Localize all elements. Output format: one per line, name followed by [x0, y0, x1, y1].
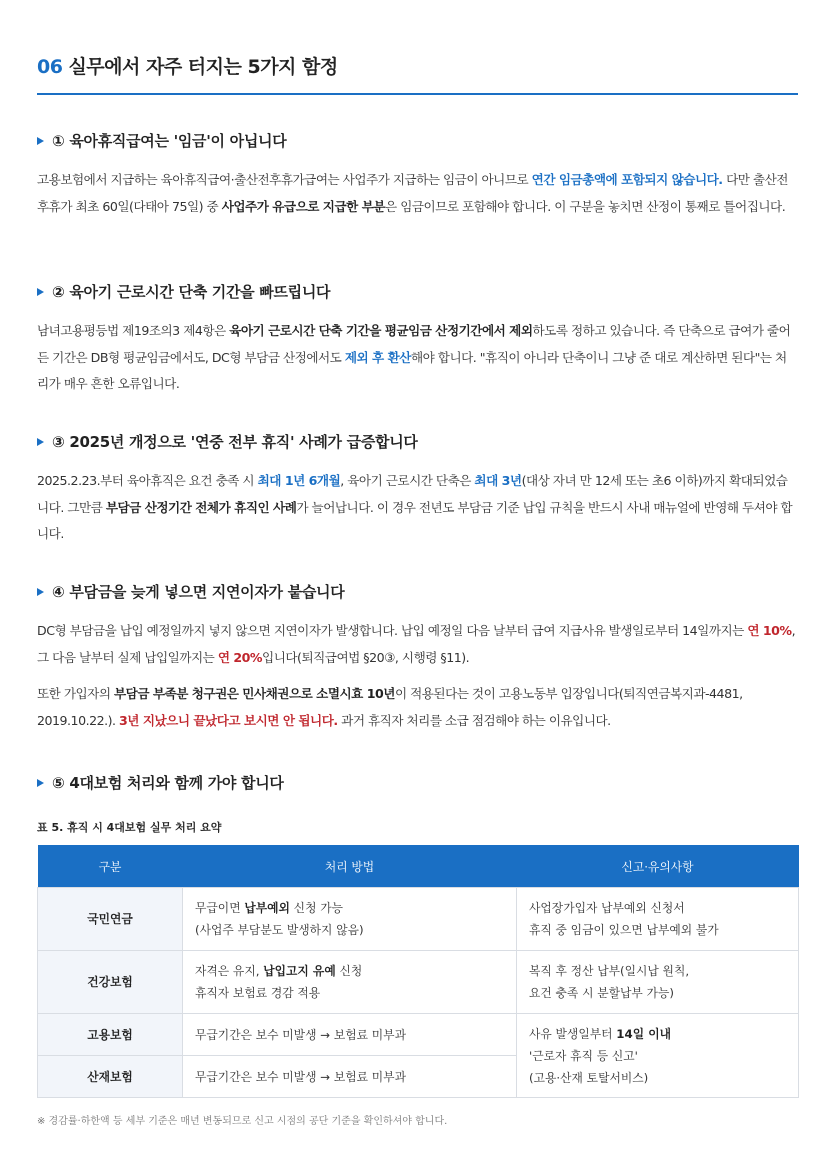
table-row	[38, 951, 799, 1014]
row-label: 건강보험	[38, 951, 183, 1014]
note-cell	[517, 888, 799, 951]
pitfall-2-title: ② 육아기 근로시간 단축 기간을 빠뜨립니다	[52, 283, 331, 301]
highlight-bold: 납부예외	[244, 901, 290, 915]
text-run: 무급이면	[195, 901, 245, 915]
triangle-bullet-icon	[37, 438, 44, 446]
text-run: 남녀고용평등법 제19조의3 제4항은	[37, 323, 230, 338]
text-run: 요건 충족 시 분할납부 가능)	[529, 986, 674, 1000]
triangle-bullet-icon	[37, 137, 44, 145]
text-run: 은 임금이므로 포함해야 합니다. 이 구분을 놓치면 산정이 통째로 틀어집니다.	[385, 198, 786, 214]
text-run: 다만 출산전후휴가 최초 60일(다태아 75일) 중	[37, 172, 788, 214]
section-number: 06	[37, 56, 63, 78]
highlight-red: 3년 지났으니 끝났다고 보시면 안 됩니다.	[119, 712, 338, 728]
pitfall-3-title: ③ 2025년 개정으로 '연중 전부 휴직' 사례가 급증합니다	[52, 433, 418, 451]
text-run: 사유 발생일부터	[529, 1026, 617, 1041]
highlight-bold: 부담금 부족분 청구권은 민사채권으로 소멸시효 10년	[114, 686, 395, 701]
row-label: 고용보험	[38, 1014, 183, 1056]
text-run: 과거 휴직자 처리를 소급 점검해야 하는 이유입니다.	[337, 712, 611, 728]
section-title	[37, 52, 338, 79]
text-run: DC형 부담금을 납입 예정일까지 넣지 않으면 지연이자가 발생합니다. 납입 예정일 다음 날부터 급여 지급사유 발생일로부터 14일까지는	[37, 623, 748, 638]
method-cell: 무급기간은 보수 미발생 → 보험료 미부과	[183, 1056, 517, 1098]
text-run: 해야 합니다. "휴직이 아니라 단축이니 그냥 준 대로 계산하면 된다"는 처리가 매우 흔한 오류입니다.	[37, 349, 787, 391]
text-run: 신청	[335, 964, 363, 978]
text-run: (대상 자녀 만 12세 또는 초6 이하)까지 확대되었습니다. 그만큼	[37, 473, 788, 515]
pitfall-2-heading	[37, 281, 798, 302]
table-caption: 표 5. 휴직 시 4대보험 실무 처리 요약	[37, 821, 222, 834]
highlight-blue: 연간 임금총액에 포함되지 않습니다.	[531, 172, 723, 187]
pitfall-5-heading	[37, 772, 798, 793]
highlight-bold: 납입고지 유예	[263, 964, 336, 978]
text-run: (사업주 부담분도 발생하지 않음)	[195, 923, 364, 937]
triangle-bullet-icon	[37, 288, 44, 296]
pitfall-1-heading	[37, 130, 798, 151]
column-header: 신고·유의사항	[517, 845, 799, 888]
pitfall-1	[37, 130, 798, 220]
pitfall-3	[37, 431, 798, 548]
pitfall-4	[37, 581, 798, 734]
pitfall-4-paragraph-1	[37, 618, 798, 671]
text-run: 고용보험에서 지급하는 육아휴직급여·출산전후휴가급여는 사업주가 지급하는 임금이 아니므로	[37, 172, 532, 187]
pitfall-3-paragraph	[37, 468, 798, 548]
table-row	[38, 1014, 799, 1056]
highlight-bold: 사업주가 유급으로 지급한 부분	[221, 198, 386, 214]
pitfall-2-paragraph	[37, 318, 798, 398]
insurance-summary-table	[37, 845, 799, 1098]
pitfall-4-title: ④ 부담금을 늦게 넣으면 지연이자가 붙습니다	[52, 583, 345, 601]
text-run: 하도록 정하고 있습니다. 즉 단축으로 급여가 줄어든 기간은 DB형 평균임금에서도, DC형 부담금 산정에서도	[37, 323, 791, 365]
text-run: 2025.2.23.부터 육아휴직은 요건 충족 시	[37, 473, 258, 488]
pitfall-1-title: ① 육아휴직급여는 '임금'이 아닙니다	[52, 132, 287, 150]
highlight-bold: 14일 이내	[616, 1026, 671, 1041]
row-label: 국민연금	[38, 888, 183, 951]
text-run: 자격은 유지,	[195, 964, 264, 978]
text-run: (고용·산재 토탈서비스)	[529, 1070, 649, 1085]
highlight-blue: 최대 1년 6개월	[257, 473, 341, 488]
highlight-blue: 제외 후 환산	[344, 349, 411, 365]
column-header: 구분	[38, 845, 183, 888]
text-run: 이 적용된다는 것이 고용노동부 입장입니다(퇴직연금복지과-4481, 2019.10.22.).	[37, 686, 743, 728]
table-row	[38, 888, 799, 951]
highlight-red: 연 20%	[217, 649, 263, 665]
text-run: 가 늘어납니다. 이 경우 전년도 부담금 기준 납입 규칙을 반드시 사내 매뉴얼에 반영해 두셔야 합니다.	[37, 499, 793, 541]
text-run: , 그 다음 날부터 실제 납입일까지는	[37, 623, 796, 665]
pitfall-3-heading	[37, 431, 798, 452]
pitfall-1-paragraph	[37, 167, 798, 220]
triangle-bullet-icon	[37, 779, 44, 787]
text-run: 휴직 중 임금이 있으면 납부예외 불가	[529, 923, 719, 937]
method-cell	[183, 888, 517, 951]
pitfall-2	[37, 281, 798, 398]
text-run: 휴직자 보험료 경감 적용	[195, 986, 321, 1000]
pitfall-5-title: ⑤ 4대보험 처리와 함께 가야 합니다	[52, 774, 284, 792]
text-run: 사업장가입자 납부예외 신청서	[529, 901, 685, 915]
shared-note-cell	[517, 1014, 799, 1098]
method-cell: 무급기간은 보수 미발생 → 보험료 미부과	[183, 1014, 517, 1056]
pitfall-5	[37, 772, 798, 793]
footnote: ※ 경감률·하한액 등 세부 기준은 매년 변동되므로 신고 시점의 공단 기준을 확인하셔야 합니다.	[37, 1116, 448, 1127]
highlight-bold: 부담금 산정기간 전체가 휴직인 사례	[105, 499, 297, 515]
note-cell	[517, 951, 799, 1014]
row-label: 산재보험	[38, 1056, 183, 1098]
title-divider	[37, 93, 798, 95]
highlight-blue: 최대 3년	[474, 473, 522, 488]
triangle-bullet-icon	[37, 588, 44, 596]
highlight-red: 연 10%	[747, 623, 792, 638]
method-cell	[183, 951, 517, 1014]
table-header-row	[38, 845, 799, 888]
text-run: 복직 후 정산 납부(일시납 원칙,	[529, 964, 690, 978]
pitfall-4-paragraph-2	[37, 681, 798, 734]
section-title-text: 실무에서 자주 터지는 5가지 함정	[68, 56, 338, 78]
text-run: 또한 가입자의	[37, 686, 114, 701]
text-run: '근로자 휴직 등 신고'	[529, 1048, 638, 1063]
text-run: 신청 가능	[289, 901, 344, 915]
column-header: 처리 방법	[183, 845, 517, 888]
pitfall-4-heading	[37, 581, 798, 602]
text-run: 입니다(퇴직급여법 §20③, 시행령 §11).	[262, 649, 470, 665]
text-run: , 육아기 근로시간 단축은	[340, 473, 475, 488]
highlight-bold: 육아기 근로시간 단축 기간을 평균임금 산정기간에서 제외	[229, 323, 533, 338]
